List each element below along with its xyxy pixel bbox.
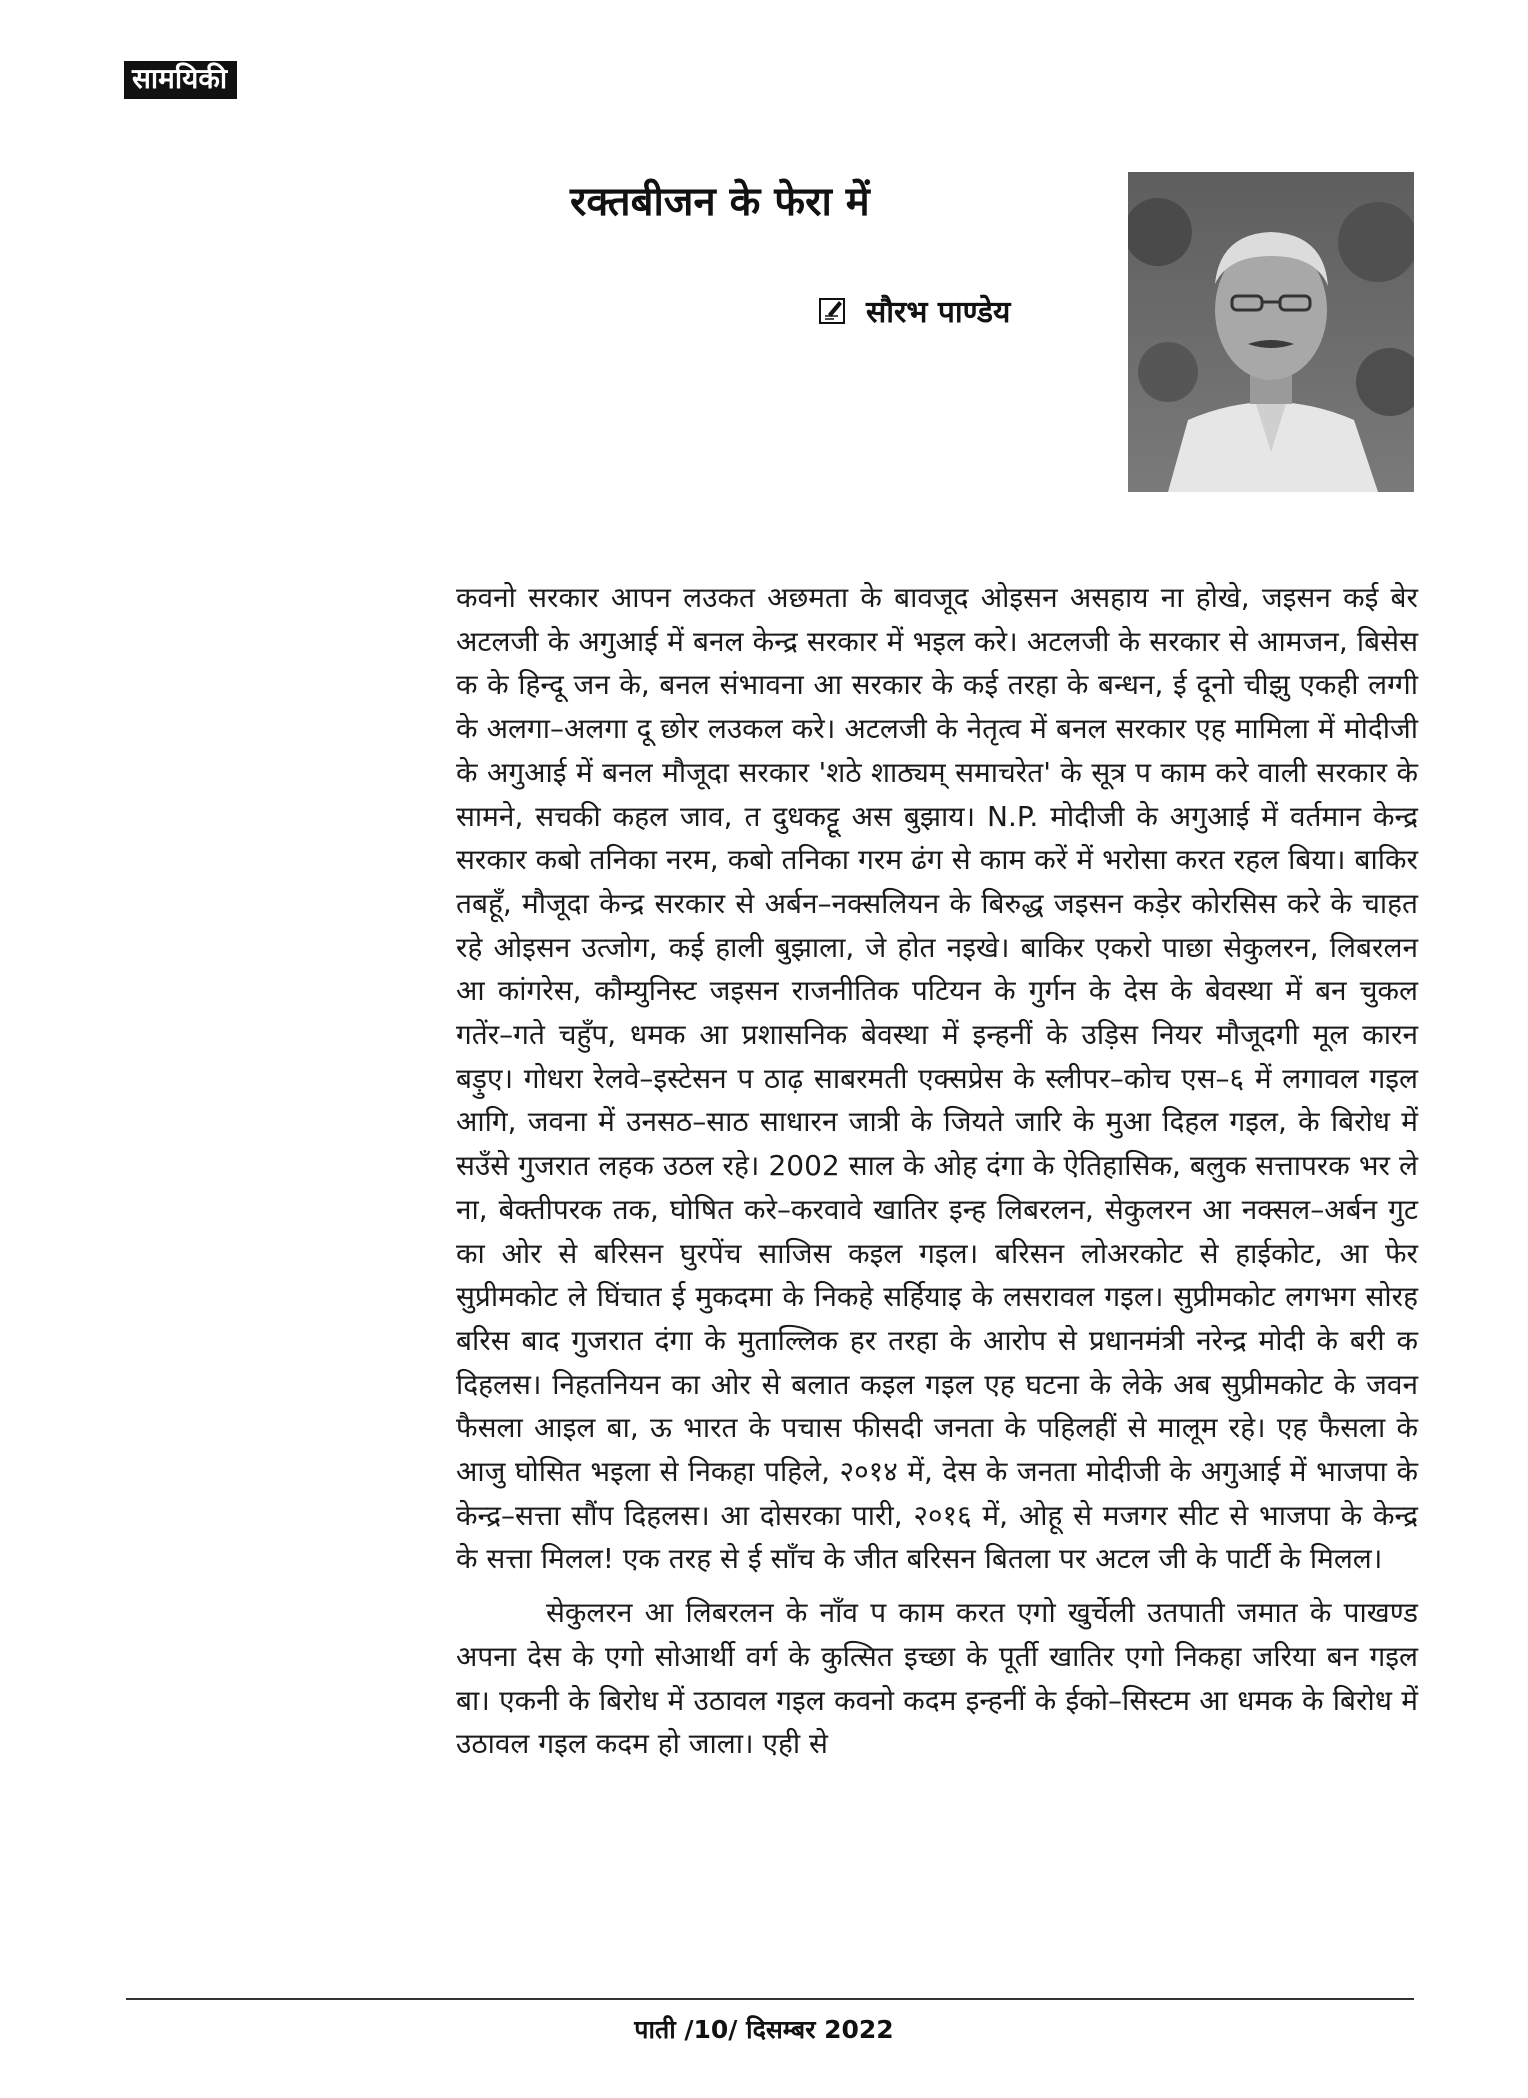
footer-divider: [126, 1998, 1414, 2000]
section-label: सामयिकी: [124, 61, 237, 99]
article-body: [456, 576, 1418, 1776]
article-paragraph: कवनो सरकार आपन लउकत अछमता के बावजूद ओइसन असहाय ना होखे, जइसन कई बेर अटलजी के अगुआई में बनल केन्द्र सरकार में भइल करे। अटलजी के सरकार से आमजन, बिसेस क के हिन्दू जन के, बनल संभावना आ सरकार के कई तरहा के बन्धन, ई दूनो चीझु एकही लग्गी के अलगा–अलगा दू छोर लउकल करे। अटलजी के नेतृत्व में बनल सरकार एह मामिला में मोदीजी के अगुआई में बनल मौजूदा सरकार 'शठे शाठ्यम् समाचरेत' के सूत्र प काम करे वाली सरकार के सामने, सचकी कहल जाव, त दुधकट्टू अस बुझाय। N.P. मोदीजी के अगुआई में वर्तमान केन्द्र सरकार कबो तनिका नरम, कबो तनिका गरम ढंग से काम करें में भरोसा करत रहल बिया। बाकिर तबहूँ, मौजूदा केन्द्र सरकार से अर्बन–नक्सलियन के बिरुद्ध जइसन कड़ेर कोरसिस करे के चाहत रहे ओइसन उत्जोग, कई हाली बुझाला, जे होत नइखे। बाकिर एकरो पाछा सेकुलरन, लिबरलन आ कांगरेस, कौम्युनिस्ट जइसन राजनीतिक पटियन के गुर्गन के देस के बेवस्था में बन चुकल गतेंर–गते चहुँप, धमक आ प्रशासनिक बेवस्था में इन्हनीं के उड़िस नियर मौजूदगी मूल कारन बड़ुए। गोधरा रेलवे–इस्टेसन प ठाढ़ साबरमती एक्सप्रेस के स्लीपर–कोच एस–६ में लगावल गइल आगि, जवना में उनसठ–साठ साधारन जात्री के जियते जारि के मुआ दिहल गइल, के बिरोध में सउँसे गुजरात लहक उठल रहे। 2002 साल के ओह दंगा के ऐतिहासिक, बलुक सत्तापरक भर ले ना, बेक्तीपरक तक, घोषित करे–करवावे खातिर इन्ह लिबरलन, सेकुलरन आ नक्सल–अर्बन गुट का ओर से बरिसन घुरपेंच साजिस कइल गइल। बरिसन लोअरकोट से हाईकोट, आ फेर सुप्रीमकोट ले घिंचात ई मुकदमा के निकहे सर्हियाइ के लसरावल गइल। सुप्रीमकोट लगभग सोरह बरिस बाद गुजरात दंगा के मुताल्लिक हर तरहा के आरोप से प्रधानमंत्री नरेन्द्र मोदी के बरी क दिहलस। निहतनियन का ओर से बलात कइल गइल एह घटना के लेके अब सुप्रीमकोट के जवन फैसला आइल बा, ऊ भारत के पचास फीसदी जनता के पहिलहीं से मालूम रहे। एह फैसला के आजु घोसित भइला से निकहा पहिले, २०१४ में, देस के जनता मोदीजी के अगुआई में भाजपा के केन्द्र–सत्ता सौंप दिहलस। आ दोसरका पारी, २०१६ में, ओहू से मजगर सीट से भाजपा के केन्द्र के सत्ता मिलल! एक तरह से ई साँच के जीत बरिसन बितला पर अटल जी के पार्टी के मिलल।: [456, 581, 1418, 1576]
author-photo: [1128, 172, 1414, 492]
author-byline: [818, 290, 1010, 331]
page-footer: पाती /10/ दिसम्बर 2022: [634, 2015, 894, 2044]
pen-on-paper-icon: [818, 297, 848, 325]
article-title: रक्तबीजन के फेरा में: [570, 179, 870, 225]
article-paragraph: सेकुलरन आ लिबरलन के नाँव प काम करत एगो खुर्चेली उतपाती जमात के पाखण्ड अपना देस के एगो सोआर्थी वर्ग के कुत्सित इच्छा के पूर्ती खातिर एगो निकहा जरिया बन गइल बा। एकनी के बिरोध में उठावल गइल कवनो कदम इन्हनीं के ईको–सिस्टम आ धमक के बिरोध में उठावल गइल कदम हो जाला। एही से: [456, 1596, 1418, 1761]
author-name: सौरभ पाण्डेय: [866, 295, 1011, 330]
